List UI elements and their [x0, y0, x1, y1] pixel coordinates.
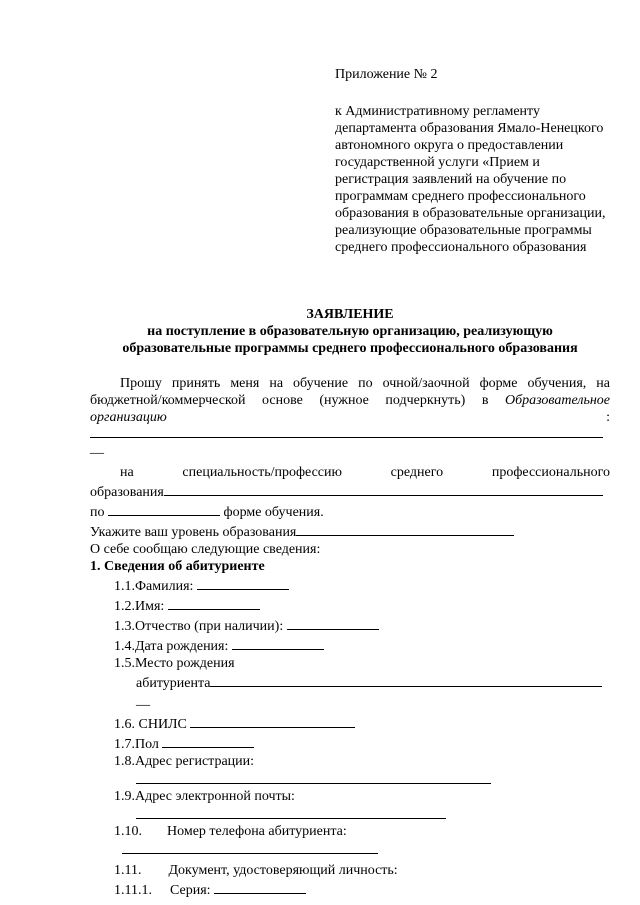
organization-placeholder: Образовательное организацию: [90, 393, 610, 425]
level-label: Укажите ваш уровень образования: [90, 525, 297, 540]
document-title: [60, 306, 640, 357]
form-line: [90, 501, 610, 521]
organization-line[interactable]: [90, 426, 603, 438]
title-line-1: на поступление в образовательную организацию, реализующую: [147, 324, 553, 339]
phone-label: Номер телефона абитуриента:: [167, 824, 347, 839]
sex-row: [114, 733, 610, 753]
birthdate-row: [114, 635, 610, 655]
phone-row: [114, 823, 610, 840]
self-info: О себе сообщаю следующие сведения:: [90, 542, 321, 557]
birthdate-field[interactable]: [232, 635, 324, 650]
phone-number-index: 1.10.: [114, 824, 142, 839]
request-text: Прошу принять меня на обучение по очной/заочной форме обучения, на бюджетной/коммерческой основе (нужное подчеркнуть) в: [90, 376, 610, 408]
email-row: 1.9.Адрес электронной почты:: [114, 789, 295, 804]
birthplace-row-2: [114, 672, 610, 692]
applicant-fields: [90, 575, 610, 899]
document-row: [114, 862, 610, 879]
specialty-word-secondary: среднего: [390, 465, 444, 480]
annex-number: Приложение № 2: [335, 67, 438, 82]
birthplace-tail: __: [136, 693, 150, 708]
sex-label: 1.7.Пол: [114, 737, 159, 752]
series-label: Серия:: [169, 883, 211, 898]
address-field[interactable]: [136, 770, 491, 784]
sex-field[interactable]: [162, 733, 254, 748]
series-number-index: 1.11.1.: [114, 883, 152, 898]
snils-label: 1.6. СНИЛС: [114, 717, 187, 732]
application-body: [90, 375, 610, 899]
specialty-word-specialty: специальность/профессию: [182, 465, 342, 480]
patronymic-row: [114, 615, 610, 635]
section-applicant: 1. Сведения об абитуриенте: [90, 559, 265, 574]
specialty-line: [90, 464, 610, 481]
request-colon: :: [606, 410, 610, 425]
annex-block: [335, 66, 610, 256]
title-main: ЗАЯВЛЕНИЕ: [306, 307, 394, 322]
document-number-index: 1.11.: [114, 863, 142, 878]
level-line: [90, 521, 610, 541]
title-line-2: образовательные программы среднего профессионального образования: [122, 341, 578, 356]
phone-field[interactable]: [122, 840, 378, 854]
series-row: [114, 879, 610, 899]
organization-line-tail: __: [90, 441, 104, 456]
study-form-field[interactable]: [108, 501, 220, 516]
request-paragraph: [90, 375, 610, 426]
patronymic-field[interactable]: [287, 615, 379, 630]
birthplace-field[interactable]: [210, 672, 602, 687]
form-po-label: по: [90, 505, 105, 520]
patronymic-label: 1.3.Отчество (при наличии):: [114, 619, 284, 634]
email-field[interactable]: [136, 805, 446, 819]
annex-description: к Административному регламенту департамента образования Ямало-Ненецкого автономного округа о предоставлении государственной услуги «Прием и регистрация заявлений на обучение по программам среднего профессионального образования в образовательные организации, реализующие образовательные программы среднего профессионального образования: [335, 104, 606, 255]
snils-row: [114, 713, 610, 733]
address-row: 1.8.Адрес регистрации:: [114, 754, 255, 769]
surname-label: 1.1.Фамилия:: [114, 579, 194, 594]
specialty-word-na: на: [120, 465, 134, 480]
birthdate-label: 1.4.Дата рождения:: [114, 639, 229, 654]
document-label: Документ, удостоверяющий личность:: [168, 863, 398, 878]
education-level-field[interactable]: [296, 521, 514, 536]
name-label: 1.2.Имя:: [114, 599, 165, 614]
birthplace-label: абитуриента: [136, 676, 211, 691]
specialty-word-professional: профессионального: [491, 465, 610, 480]
specialty-field[interactable]: [164, 481, 603, 496]
education-line: [90, 481, 610, 501]
surname-field[interactable]: [197, 575, 289, 590]
form-suffix: форме обучения.: [223, 505, 324, 520]
series-field[interactable]: [214, 879, 306, 894]
snils-field[interactable]: [190, 713, 355, 728]
name-row: [114, 595, 610, 615]
surname-row: [114, 575, 610, 595]
birthplace-row: 1.5.Место рождения: [114, 656, 235, 671]
name-field[interactable]: [168, 595, 260, 610]
education-label: образования: [90, 485, 164, 500]
